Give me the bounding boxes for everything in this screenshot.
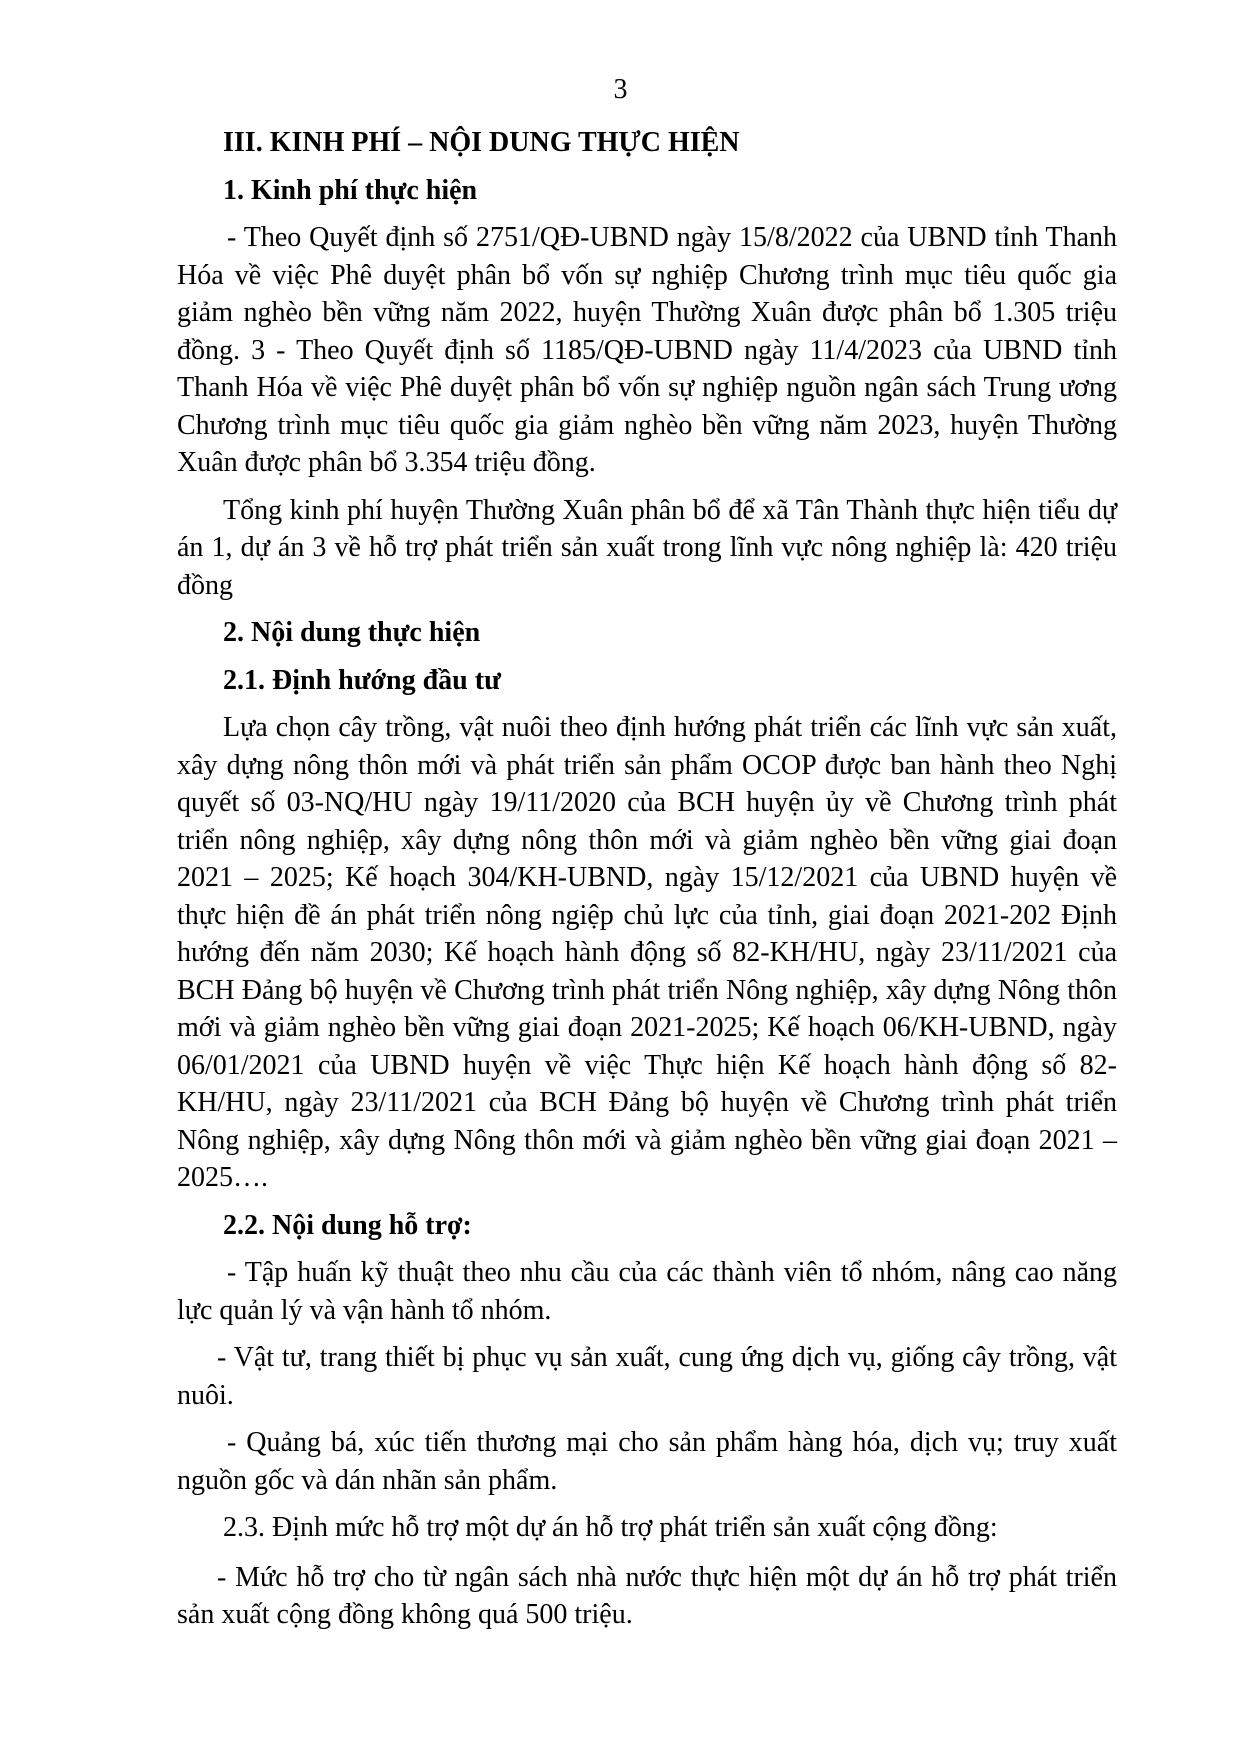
- subsection-2-2-title: 2.2. Nội dung hỗ trợ:: [223, 1209, 472, 1241]
- page-number: 3: [613, 74, 628, 105]
- section-title: III. KINH PHÍ – NỘI DUNG THỰC HIỆN: [223, 127, 740, 158]
- funding-paragraph-1: - Theo Quyết định số 2751/QĐ-UBND ngày 15/8/2022 của UBND tỉnh Thanh Hóa về việc Phê duyệt phân bổ vốn sự nghiệp Chương trình mục tiêu quốc gia giảm nghèo bền vững năm 2022, huyện Thường Xuân được phân bổ 1.305 triệu đồng. 3 - Theo Quyết định số 1185/QĐ-UBND ngày 11/4/2023 của UBND tỉnh Thanh Hóa về việc Phê duyệt phân bổ vốn sự nghiệp nguồn ngân sách Trung ương Chương trình mục tiêu quốc gia giảm nghèo bền vững năm 2023, huyện Thường Xuân được phân bổ 3.354 triệu đồng.: [177, 222, 1117, 478]
- support-limit-paragraph: - Mức hỗ trợ cho từ ngân sách nhà nước thực hiện một dự án hỗ trợ phát triển sản xuất cộng đồng không quá 500 triệu.: [177, 1561, 1117, 1630]
- subsection-2-3-title: 2.3. Định mức hỗ trợ một dự án hỗ trợ phát triển sản xuất cộng đồng:: [223, 1512, 998, 1543]
- support-item-3: - Quảng bá, xúc tiến thương mại cho sản phẩm hàng hóa, dịch vụ; truy xuất nguồn gốc và dán nhãn sản phẩm.: [177, 1427, 1117, 1496]
- subsection-2-1-title: 2.1. Định hướng đầu tư: [223, 664, 501, 696]
- subsection-1-title: 1. Kinh phí thực hiện: [223, 174, 478, 206]
- support-item-2: - Vật tư, trang thiết bị phục vụ sản xuất, cung ứng dịch vụ, giống cây trồng, vật nuôi.: [177, 1342, 1117, 1411]
- support-item-1: - Tập huấn kỹ thuật theo nhu cầu của các thành viên tổ nhóm, nâng cao năng lực quản lý và vận hành tổ nhóm.: [177, 1257, 1117, 1326]
- document-body: [177, 124, 1117, 1644]
- investment-orientation-paragraph: Lựa chọn cây trồng, vật nuôi theo định hướng phát triển các lĩnh vực sản xuất, xây dựng nông thôn mới và phát triển sản phẩm OCOP được ban hành theo Nghị quyết số 03-NQ/HU ngày 19/11/2020 của BCH huyện ủy về Chương trình phát triển nông nghiệp, xây dựng nông thôn mới và giảm nghèo bền vững giai đoạn 2021 – 2025; Kế hoạch 304/KH-UBND, ngày 15/12/2021 của UBND huyện về thực hiện đề án phát triển nông ngiệp chủ lực của tỉnh, giai đoạn 2021-202 Định hướng đến năm 2030; Kế hoạch hành động số 82-KH/HU, ngày 23/11/2021 của BCH Đảng bộ huyện về Chương trình phát triển Nông nghiệp, xây dựng Nông thôn mới và giảm nghèo bền vững giai đoạn 2021-2025; Kế hoạch 06/KH-UBND, ngày 06/01/2021 của UBND huyện về việc Thực hiện Kế hoạch hành động số 82-KH/HU, ngày 23/11/2021 của BCH Đảng bộ huyện về Chương trình phát triển Nông nghiệp, xây dựng Nông thôn mới và giảm nghèo bền vững giai đoạn 2021 – 2025….: [177, 712, 1117, 1193]
- subsection-2-title: 2. Nội dung thực hiện: [223, 617, 481, 648]
- funding-paragraph-2: Tổng kinh phí huyện Thường Xuân phân bổ để xã Tân Thành thực hiện tiểu dự án 1, dự án 3 về hỗ trợ phát triển sản xuất trong lĩnh vực nông nghiệp là: 420 triệu đồng: [177, 494, 1117, 601]
